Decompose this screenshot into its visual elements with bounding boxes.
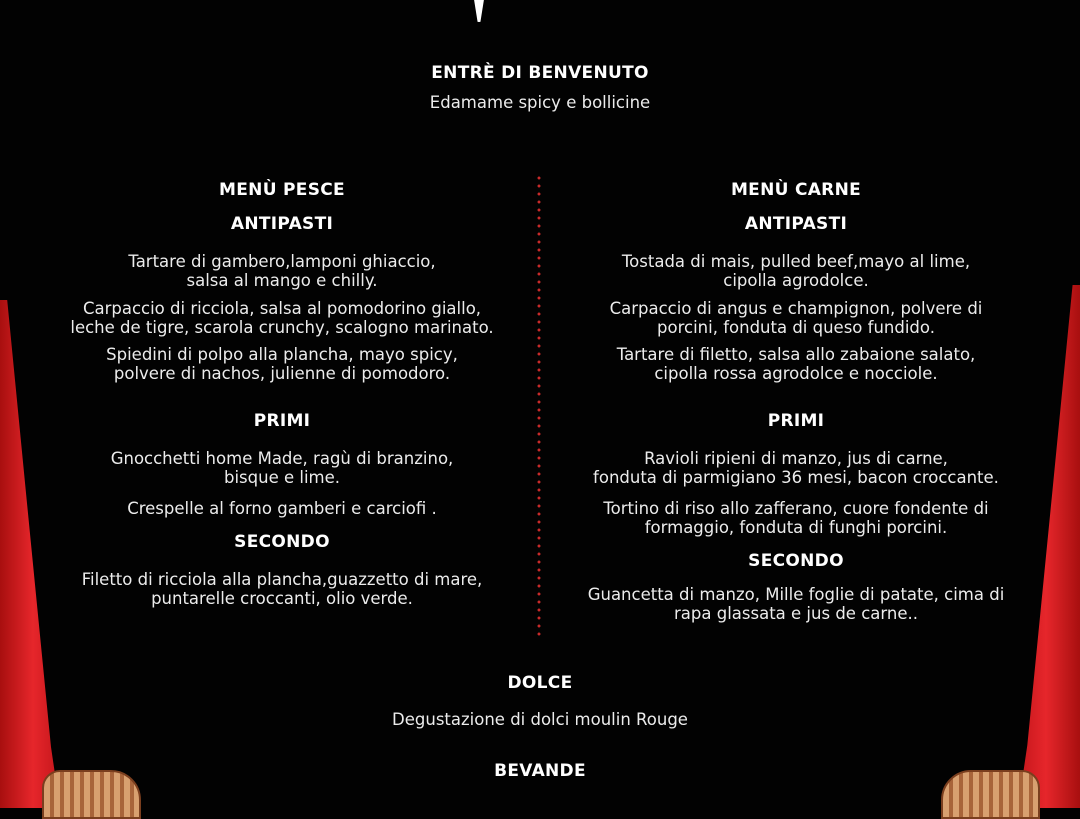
carne-antipasto-3	[556, 345, 1036, 383]
carne-antipasti-heading	[556, 214, 1036, 234]
menu-pesce-title-text: MENÙ PESCE	[219, 180, 345, 200]
dish-line: Gnocchetti home Made, ragù di branzino,	[110, 449, 454, 468]
dish-line: Guancetta di manzo, Mille foglie di patate, cima di	[587, 585, 1005, 604]
dish-line: leche de tigre, scarola crunchy, scalogno marinato.	[70, 318, 494, 337]
column-divider	[537, 174, 541, 636]
dish-line: Tortino di riso allo zafferano, cuore fondente di	[603, 499, 989, 518]
dish-line: rapa glassata e jus de carne..	[674, 604, 918, 623]
bevande-section	[0, 761, 1080, 781]
carne-secondo-heading	[556, 551, 1036, 571]
pesce-secondo-1	[40, 570, 524, 608]
pesce-antipasti-heading-text: ANTIPASTI	[230, 214, 334, 234]
carne-primi-heading	[556, 411, 1036, 431]
pesce-primo-1	[40, 449, 524, 487]
dish-line: Ravioli ripieni di manzo, jus di carne,	[644, 449, 948, 468]
dish-line: cipolla agrodolce.	[723, 271, 869, 290]
welcome-title: ENTRÈ DI BENVENUTO	[431, 63, 649, 83]
dish-line: formaggio, fonduta di funghi porcini.	[644, 518, 948, 537]
carne-antipasti-heading-text: ANTIPASTI	[744, 214, 848, 234]
dolce-item: Degustazione di dolci moulin Rouge	[392, 710, 688, 729]
dish-line: Carpaccio di angus e champignon, polvere di	[609, 299, 983, 318]
carne-antipasto-1	[556, 252, 1036, 290]
dish-line: cipolla rossa agrodolce e nocciole.	[654, 364, 938, 383]
menu-carne-title-text: MENÙ CARNE	[730, 180, 862, 200]
carne-secondo-heading-text: SECONDO	[748, 551, 844, 571]
dish-line: puntarelle croccanti, olio verde.	[151, 589, 413, 608]
dish-line: Tartare di filetto, salsa allo zabaione salato,	[616, 345, 976, 364]
dish-line: Crespelle al forno gamberi e carciofi .	[127, 499, 437, 518]
dish-line: salsa al mango e chilly.	[186, 271, 378, 290]
pesce-secondo-heading-text: SECONDO	[234, 532, 330, 552]
dish-line: polvere di nachos, julienne di pomodoro.	[113, 364, 451, 383]
pesce-antipasto-1	[40, 252, 524, 290]
carne-secondo-1	[556, 585, 1036, 623]
welcome-item: Edamame spicy e bollicine	[429, 93, 651, 112]
pesce-antipasti-heading	[40, 214, 524, 234]
pesce-primi-heading-text: PRIMI	[253, 411, 311, 431]
dish-line: porcini, fonduta di queso fundido.	[657, 318, 935, 337]
dolce-section	[0, 673, 1080, 729]
pesce-primo-2	[40, 499, 524, 518]
pesce-secondo-heading	[40, 532, 524, 552]
welcome-section	[0, 63, 1080, 112]
pesce-primi-heading	[40, 411, 524, 431]
bevande-title: BEVANDE	[494, 761, 586, 781]
dish-line: fonduta di parmigiano 36 mesi, bacon croccante.	[593, 468, 999, 487]
carne-primo-2	[556, 499, 1036, 537]
carne-primo-1	[556, 449, 1036, 487]
pesce-antipasto-3	[40, 345, 524, 383]
dish-line: Tartare di gambero,lamponi ghiaccio,	[128, 252, 436, 271]
menu-pesce-title	[40, 180, 524, 200]
menu-carne-title	[556, 180, 1036, 200]
dolce-title: DOLCE	[507, 673, 573, 693]
carne-primi-heading-text: PRIMI	[767, 411, 825, 431]
pesce-antipasto-2	[40, 299, 524, 337]
top-ornament	[472, 0, 486, 22]
dish-line: Tostada di mais, pulled beef,mayo al lime,	[621, 252, 971, 271]
dish-line: Filetto di ricciola alla plancha,guazzetto di mare,	[81, 570, 483, 589]
dish-line: Spiedini di polpo alla plancha, mayo spicy,	[106, 345, 458, 364]
carne-antipasto-2	[556, 299, 1036, 337]
dish-line: Carpaccio di ricciola, salsa al pomodorino giallo,	[82, 299, 482, 318]
dish-line: bisque e lime.	[223, 468, 340, 487]
